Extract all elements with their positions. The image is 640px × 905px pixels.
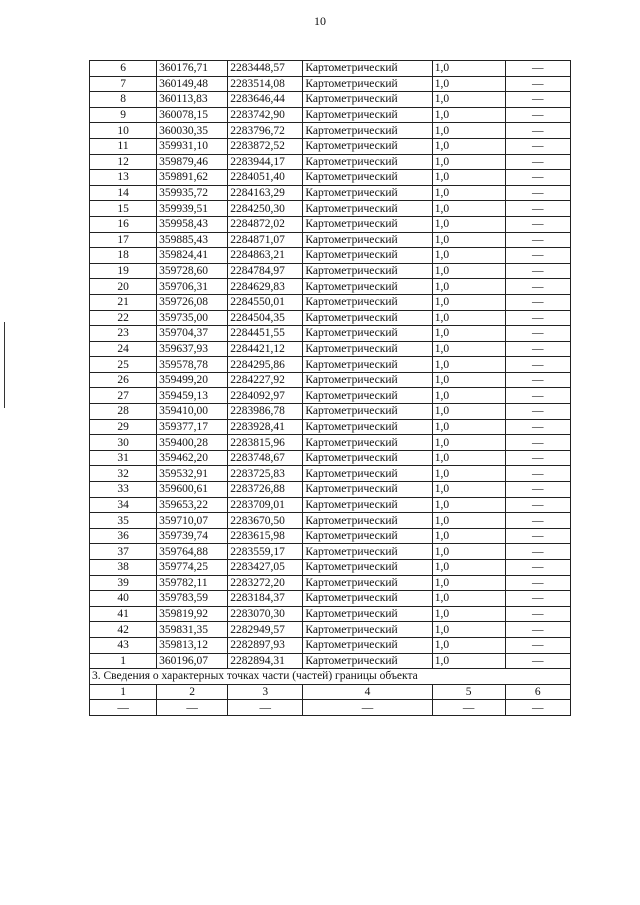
table-row — [90, 232, 571, 248]
x-coordinate-cell: 359532,91 — [157, 466, 228, 482]
x-coordinate-cell: 359891,62 — [157, 170, 228, 186]
y-coordinate-cell: 2284092,97 — [228, 388, 303, 404]
point-number-cell: 33 — [90, 482, 157, 498]
x-coordinate-cell: 359885,43 — [157, 232, 228, 248]
point-number-cell: 7 — [90, 76, 157, 92]
point-number-cell: 10 — [90, 123, 157, 139]
description-cell: — — [505, 622, 570, 638]
method-cell: Картометрический — [303, 544, 432, 560]
y-coordinate-cell: 2283928,41 — [228, 419, 303, 435]
y-coordinate-cell: 2283748,67 — [228, 450, 303, 466]
x-coordinate-cell: 359735,00 — [157, 310, 228, 326]
method-cell: Картометрический — [303, 216, 432, 232]
precision-cell: 1,0 — [432, 575, 505, 591]
x-coordinate-cell: 360078,15 — [157, 107, 228, 123]
section3-column-numbers-row — [90, 684, 571, 700]
precision-cell: 1,0 — [432, 107, 505, 123]
y-coordinate-cell: 2283559,17 — [228, 544, 303, 560]
y-coordinate-cell: 2283646,44 — [228, 92, 303, 108]
table-row — [90, 248, 571, 264]
dash-cell: — — [90, 700, 157, 716]
x-coordinate-cell: 359958,43 — [157, 216, 228, 232]
y-coordinate-cell: 2283742,90 — [228, 107, 303, 123]
precision-cell: 1,0 — [432, 544, 505, 560]
precision-cell: 1,0 — [432, 294, 505, 310]
description-cell: — — [505, 528, 570, 544]
point-number-cell: 14 — [90, 185, 157, 201]
margin-line — [4, 322, 5, 408]
y-coordinate-cell: 2283872,52 — [228, 138, 303, 154]
point-number-cell: 31 — [90, 450, 157, 466]
y-coordinate-cell: 2283615,98 — [228, 528, 303, 544]
y-coordinate-cell: 2283070,30 — [228, 606, 303, 622]
description-cell: — — [505, 123, 570, 139]
section3-title-row — [90, 669, 571, 685]
y-coordinate-cell: 2282894,31 — [228, 653, 303, 669]
table-row — [90, 591, 571, 607]
table-row — [90, 466, 571, 482]
precision-cell: 1,0 — [432, 466, 505, 482]
description-cell: — — [505, 279, 570, 295]
precision-cell: 1,0 — [432, 341, 505, 357]
table-row — [90, 560, 571, 576]
table-row — [90, 497, 571, 513]
y-coordinate-cell: 2284051,40 — [228, 170, 303, 186]
precision-cell: 1,0 — [432, 138, 505, 154]
precision-cell: 1,0 — [432, 419, 505, 435]
point-number-cell: 27 — [90, 388, 157, 404]
table-row — [90, 435, 571, 451]
y-coordinate-cell: 2283272,20 — [228, 575, 303, 591]
precision-cell: 1,0 — [432, 61, 505, 77]
dash-cell: — — [157, 700, 228, 716]
table-row — [90, 201, 571, 217]
table-row — [90, 154, 571, 170]
table-row — [90, 107, 571, 123]
dash-cell: — — [505, 700, 570, 716]
x-coordinate-cell: 359499,20 — [157, 372, 228, 388]
precision-cell: 1,0 — [432, 326, 505, 342]
point-number-cell: 6 — [90, 61, 157, 77]
point-number-cell: 29 — [90, 419, 157, 435]
method-cell: Картометрический — [303, 450, 432, 466]
y-coordinate-cell: 2283726,88 — [228, 482, 303, 498]
x-coordinate-cell: 360176,71 — [157, 61, 228, 77]
points-table-body — [90, 61, 571, 669]
section3-empty-row — [90, 700, 571, 716]
method-cell: Картометрический — [303, 606, 432, 622]
y-coordinate-cell: 2283184,37 — [228, 591, 303, 607]
precision-cell: 1,0 — [432, 513, 505, 529]
description-cell: — — [505, 637, 570, 653]
y-coordinate-cell: 2284550,01 — [228, 294, 303, 310]
x-coordinate-cell: 359653,22 — [157, 497, 228, 513]
description-cell: — — [505, 575, 570, 591]
precision-cell: 1,0 — [432, 622, 505, 638]
table-row — [90, 185, 571, 201]
description-cell: — — [505, 450, 570, 466]
y-coordinate-cell: 2284784,97 — [228, 263, 303, 279]
precision-cell: 1,0 — [432, 372, 505, 388]
description-cell: — — [505, 372, 570, 388]
table-row — [90, 123, 571, 139]
method-cell: Картометрический — [303, 107, 432, 123]
method-cell: Картометрический — [303, 357, 432, 373]
precision-cell: 1,0 — [432, 482, 505, 498]
precision-cell: 1,0 — [432, 357, 505, 373]
description-cell: — — [505, 544, 570, 560]
table-row — [90, 341, 571, 357]
y-coordinate-cell: 2283427,05 — [228, 560, 303, 576]
y-coordinate-cell: 2284872,02 — [228, 216, 303, 232]
table-row — [90, 76, 571, 92]
precision-cell: 1,0 — [432, 637, 505, 653]
point-number-cell: 12 — [90, 154, 157, 170]
x-coordinate-cell: 360113,83 — [157, 92, 228, 108]
dash-cell: — — [228, 700, 303, 716]
page-number: 10 — [314, 14, 326, 28]
precision-cell: 1,0 — [432, 606, 505, 622]
method-cell: Картометрический — [303, 419, 432, 435]
table-row — [90, 61, 571, 77]
description-cell: — — [505, 435, 570, 451]
table-row — [90, 528, 571, 544]
section3-title: 3. Сведения о характерных точках части (частей) границы объекта — [90, 669, 571, 685]
description-cell: — — [505, 61, 570, 77]
description-cell: — — [505, 154, 570, 170]
y-coordinate-cell: 2284871,07 — [228, 232, 303, 248]
method-cell: Картометрический — [303, 185, 432, 201]
x-coordinate-cell: 359783,59 — [157, 591, 228, 607]
table-row — [90, 138, 571, 154]
y-coordinate-cell: 2284421,12 — [228, 341, 303, 357]
point-number-cell: 38 — [90, 560, 157, 576]
precision-cell: 1,0 — [432, 528, 505, 544]
table-row — [90, 326, 571, 342]
point-number-cell: 42 — [90, 622, 157, 638]
method-cell: Картометрический — [303, 372, 432, 388]
y-coordinate-cell: 2283725,83 — [228, 466, 303, 482]
section3-col-number: 5 — [432, 684, 505, 700]
method-cell: Картометрический — [303, 622, 432, 638]
y-coordinate-cell: 2284451,55 — [228, 326, 303, 342]
method-cell: Картометрический — [303, 326, 432, 342]
point-number-cell: 32 — [90, 466, 157, 482]
table-row — [90, 606, 571, 622]
method-cell: Картометрический — [303, 466, 432, 482]
x-coordinate-cell: 359600,61 — [157, 482, 228, 498]
point-number-cell: 35 — [90, 513, 157, 529]
method-cell: Картометрический — [303, 560, 432, 576]
table-row — [90, 357, 571, 373]
y-coordinate-cell: 2284227,92 — [228, 372, 303, 388]
precision-cell: 1,0 — [432, 201, 505, 217]
precision-cell: 1,0 — [432, 591, 505, 607]
method-cell: Картометрический — [303, 497, 432, 513]
precision-cell: 1,0 — [432, 450, 505, 466]
y-coordinate-cell: 2283670,50 — [228, 513, 303, 529]
table-row — [90, 575, 571, 591]
x-coordinate-cell: 359704,37 — [157, 326, 228, 342]
x-coordinate-cell: 359706,31 — [157, 279, 228, 295]
description-cell: — — [505, 404, 570, 420]
method-cell: Картометрический — [303, 170, 432, 186]
point-number-cell: 24 — [90, 341, 157, 357]
method-cell: Картометрический — [303, 404, 432, 420]
description-cell: — — [505, 513, 570, 529]
x-coordinate-cell: 359879,46 — [157, 154, 228, 170]
table-row — [90, 513, 571, 529]
description-cell: — — [505, 170, 570, 186]
description-cell: — — [505, 248, 570, 264]
precision-cell: 1,0 — [432, 248, 505, 264]
x-coordinate-cell: 359824,41 — [157, 248, 228, 264]
section3-col-number: 3 — [228, 684, 303, 700]
point-number-cell: 40 — [90, 591, 157, 607]
method-cell: Картометрический — [303, 482, 432, 498]
point-number-cell: 16 — [90, 216, 157, 232]
precision-cell: 1,0 — [432, 263, 505, 279]
table-row — [90, 622, 571, 638]
description-cell: — — [505, 216, 570, 232]
method-cell: Картометрический — [303, 263, 432, 279]
y-coordinate-cell: 2284295,86 — [228, 357, 303, 373]
description-cell: — — [505, 138, 570, 154]
description-cell: — — [505, 310, 570, 326]
point-number-cell: 41 — [90, 606, 157, 622]
point-number-cell: 37 — [90, 544, 157, 560]
table-row — [90, 279, 571, 295]
description-cell: — — [505, 201, 570, 217]
method-cell: Картометрический — [303, 232, 432, 248]
section3-col-number: 4 — [303, 684, 432, 700]
point-number-cell: 1 — [90, 653, 157, 669]
x-coordinate-cell: 359739,74 — [157, 528, 228, 544]
description-cell: — — [505, 357, 570, 373]
description-cell: — — [505, 606, 570, 622]
description-cell: — — [505, 591, 570, 607]
description-cell: — — [505, 185, 570, 201]
x-coordinate-cell: 359939,51 — [157, 201, 228, 217]
x-coordinate-cell: 359935,72 — [157, 185, 228, 201]
precision-cell: 1,0 — [432, 653, 505, 669]
precision-cell: 1,0 — [432, 310, 505, 326]
x-coordinate-cell: 359726,08 — [157, 294, 228, 310]
section3-col-number: 6 — [505, 684, 570, 700]
method-cell: Картометрический — [303, 637, 432, 653]
point-number-cell: 21 — [90, 294, 157, 310]
point-number-cell: 11 — [90, 138, 157, 154]
precision-cell: 1,0 — [432, 232, 505, 248]
x-coordinate-cell: 359764,88 — [157, 544, 228, 560]
description-cell: — — [505, 653, 570, 669]
y-coordinate-cell: 2283815,96 — [228, 435, 303, 451]
x-coordinate-cell: 359459,13 — [157, 388, 228, 404]
point-number-cell: 25 — [90, 357, 157, 373]
dash-cell: — — [432, 700, 505, 716]
method-cell: Картометрический — [303, 248, 432, 264]
table-row — [90, 216, 571, 232]
method-cell: Картометрический — [303, 653, 432, 669]
table-row — [90, 310, 571, 326]
method-cell: Картометрический — [303, 310, 432, 326]
method-cell: Картометрический — [303, 591, 432, 607]
description-cell: — — [505, 560, 570, 576]
y-coordinate-cell: 2284250,30 — [228, 201, 303, 217]
table-row — [90, 637, 571, 653]
table-row — [90, 419, 571, 435]
x-coordinate-cell: 359819,92 — [157, 606, 228, 622]
method-cell: Картометрический — [303, 123, 432, 139]
table-row — [90, 92, 571, 108]
point-number-cell: 18 — [90, 248, 157, 264]
y-coordinate-cell: 2284163,29 — [228, 185, 303, 201]
method-cell: Картометрический — [303, 61, 432, 77]
x-coordinate-cell: 359813,12 — [157, 637, 228, 653]
y-coordinate-cell: 2282949,57 — [228, 622, 303, 638]
description-cell: — — [505, 326, 570, 342]
boundary-points-table — [89, 60, 571, 716]
y-coordinate-cell: 2283986,78 — [228, 404, 303, 420]
description-cell: — — [505, 466, 570, 482]
x-coordinate-cell: 359728,60 — [157, 263, 228, 279]
precision-cell: 1,0 — [432, 76, 505, 92]
point-number-cell: 15 — [90, 201, 157, 217]
method-cell: Картометрический — [303, 294, 432, 310]
description-cell: — — [505, 263, 570, 279]
x-coordinate-cell: 359931,10 — [157, 138, 228, 154]
description-cell: — — [505, 107, 570, 123]
precision-cell: 1,0 — [432, 92, 505, 108]
description-cell: — — [505, 482, 570, 498]
method-cell: Картометрический — [303, 279, 432, 295]
x-coordinate-cell: 360196,07 — [157, 653, 228, 669]
section3-col-number: 1 — [90, 684, 157, 700]
description-cell: — — [505, 388, 570, 404]
point-number-cell: 17 — [90, 232, 157, 248]
description-cell: — — [505, 294, 570, 310]
method-cell: Картометрический — [303, 513, 432, 529]
x-coordinate-cell: 359410,00 — [157, 404, 228, 420]
point-number-cell: 39 — [90, 575, 157, 591]
precision-cell: 1,0 — [432, 279, 505, 295]
method-cell: Картометрический — [303, 76, 432, 92]
table-row — [90, 263, 571, 279]
x-coordinate-cell: 359462,20 — [157, 450, 228, 466]
table-row — [90, 450, 571, 466]
x-coordinate-cell: 359637,93 — [157, 341, 228, 357]
y-coordinate-cell: 2284504,35 — [228, 310, 303, 326]
point-number-cell: 30 — [90, 435, 157, 451]
precision-cell: 1,0 — [432, 435, 505, 451]
section3-body — [90, 669, 571, 716]
table-row — [90, 388, 571, 404]
table-row — [90, 170, 571, 186]
description-cell: — — [505, 76, 570, 92]
section3-col-number: 2 — [157, 684, 228, 700]
x-coordinate-cell: 360149,48 — [157, 76, 228, 92]
y-coordinate-cell: 2284863,21 — [228, 248, 303, 264]
x-coordinate-cell: 359831,35 — [157, 622, 228, 638]
y-coordinate-cell: 2283796,72 — [228, 123, 303, 139]
y-coordinate-cell: 2283709,01 — [228, 497, 303, 513]
table-row — [90, 482, 571, 498]
y-coordinate-cell: 2283448,57 — [228, 61, 303, 77]
precision-cell: 1,0 — [432, 123, 505, 139]
x-coordinate-cell: 359774,25 — [157, 560, 228, 576]
method-cell: Картометрический — [303, 388, 432, 404]
table-row — [90, 294, 571, 310]
point-number-cell: 9 — [90, 107, 157, 123]
precision-cell: 1,0 — [432, 388, 505, 404]
method-cell: Картометрический — [303, 92, 432, 108]
precision-cell: 1,0 — [432, 560, 505, 576]
x-coordinate-cell: 359578,78 — [157, 357, 228, 373]
y-coordinate-cell: 2283514,08 — [228, 76, 303, 92]
x-coordinate-cell: 359782,11 — [157, 575, 228, 591]
precision-cell: 1,0 — [432, 404, 505, 420]
table-row — [90, 653, 571, 669]
point-number-cell: 19 — [90, 263, 157, 279]
point-number-cell: 43 — [90, 637, 157, 653]
y-coordinate-cell: 2282897,93 — [228, 637, 303, 653]
x-coordinate-cell: 359377,17 — [157, 419, 228, 435]
description-cell: — — [505, 419, 570, 435]
precision-cell: 1,0 — [432, 497, 505, 513]
dash-cell: — — [303, 700, 432, 716]
x-coordinate-cell: 359400,28 — [157, 435, 228, 451]
point-number-cell: 28 — [90, 404, 157, 420]
point-number-cell: 36 — [90, 528, 157, 544]
method-cell: Картометрический — [303, 528, 432, 544]
table-row — [90, 372, 571, 388]
precision-cell: 1,0 — [432, 185, 505, 201]
x-coordinate-cell: 360030,35 — [157, 123, 228, 139]
description-cell: — — [505, 232, 570, 248]
precision-cell: 1,0 — [432, 216, 505, 232]
precision-cell: 1,0 — [432, 170, 505, 186]
method-cell: Картометрический — [303, 575, 432, 591]
method-cell: Картометрический — [303, 201, 432, 217]
point-number-cell: 8 — [90, 92, 157, 108]
point-number-cell: 34 — [90, 497, 157, 513]
method-cell: Картометрический — [303, 341, 432, 357]
point-number-cell: 23 — [90, 326, 157, 342]
table-row — [90, 544, 571, 560]
point-number-cell: 22 — [90, 310, 157, 326]
point-number-cell: 13 — [90, 170, 157, 186]
description-cell: — — [505, 92, 570, 108]
method-cell: Картометрический — [303, 138, 432, 154]
point-number-cell: 26 — [90, 372, 157, 388]
method-cell: Картометрический — [303, 435, 432, 451]
x-coordinate-cell: 359710,07 — [157, 513, 228, 529]
description-cell: — — [505, 497, 570, 513]
y-coordinate-cell: 2284629,83 — [228, 279, 303, 295]
table-row — [90, 404, 571, 420]
description-cell: — — [505, 341, 570, 357]
method-cell: Картометрический — [303, 154, 432, 170]
point-number-cell: 20 — [90, 279, 157, 295]
y-coordinate-cell: 2283944,17 — [228, 154, 303, 170]
precision-cell: 1,0 — [432, 154, 505, 170]
